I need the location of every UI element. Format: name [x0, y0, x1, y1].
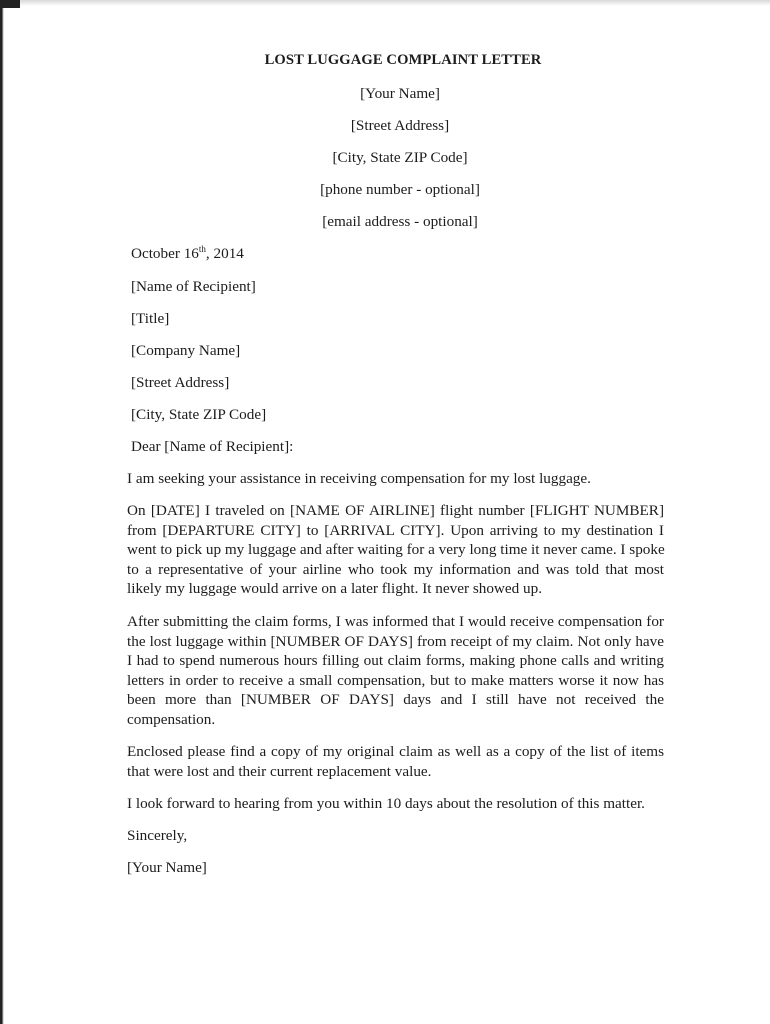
recipient-name: [Name of Recipient]: [131, 278, 256, 295]
recipient-street: [Street Address]: [131, 374, 230, 391]
paragraph-line: On [DATE] I traveled on [NAME OF AIRLINE] flight number [FLIGHT NUMBER]: [127, 502, 664, 519]
paragraph-line: likely my luggage would arrive on a later flight. It never showed up.: [127, 580, 543, 598]
paragraph-line: letters in order to receive a small compensation, but to make matters worse it now has: [127, 671, 664, 689]
paragraph-followup: I look forward to hearing from you within 10 days about the resolution of this matter.: [127, 795, 645, 812]
closing: Sincerely,: [127, 827, 188, 844]
paragraph-line: I had to spend numerous hours filling out claim forms, making phone calls and writing: [127, 652, 664, 670]
letter-date: [131, 244, 244, 264]
date-month: October 16: [131, 245, 199, 262]
paragraph-line: that were lost and their current replacement value.: [127, 762, 432, 780]
recipient-city: [City, State ZIP Code]: [131, 406, 267, 423]
paragraph-intro: I am seeking your assistance in receiving compensation for my lost luggage.: [127, 470, 591, 487]
salutation: Dear [Name of Recipient]:: [131, 438, 294, 455]
paragraph-claim: [127, 612, 664, 730]
paragraph-travel: [127, 501, 664, 599]
recipient-title: [Title]: [131, 310, 170, 327]
paragraph-line: from [DEPARTURE CITY] to [ARRIVAL CITY]. Upon arriving to my destination I: [127, 521, 664, 539]
paragraph-line: to a representative of your airline who took my information and was told that most: [127, 560, 664, 578]
sender-name: [Your Name]: [360, 85, 440, 102]
paragraph-line: compensation.: [127, 710, 216, 728]
date-year: , 2014: [205, 245, 244, 262]
paragraph-enclosed: [127, 742, 664, 781]
sender-phone: [phone number - optional]: [320, 181, 480, 198]
paragraph-line: went to pick up my luggage and after waiting for a very long time it never came. I spoke: [127, 541, 665, 559]
sender-email: [email address - optional]: [322, 213, 478, 230]
recipient-company: [Company Name]: [131, 342, 241, 359]
sender-city: [City, State ZIP Code]: [332, 149, 468, 166]
paragraph-line: been more than [NUMBER OF DAYS] days and I still have not received the: [127, 691, 664, 709]
date-suffix: th: [198, 244, 206, 254]
paragraph-line: the lost luggage within [NUMBER OF DAYS] from receipt of my claim. Not only have: [127, 632, 664, 650]
paragraph-line: Enclosed please find a copy of my original claim as well as a copy of the list of items: [127, 743, 664, 760]
sender-street: [Street Address]: [350, 117, 450, 134]
paragraph-line: After submitting the claim forms, I was informed that I would receive compensation for: [127, 613, 664, 630]
letter-title: LOST LUGGAGE COMPLAINT LETTER: [264, 52, 542, 68]
signature: [Your Name]: [127, 859, 207, 876]
